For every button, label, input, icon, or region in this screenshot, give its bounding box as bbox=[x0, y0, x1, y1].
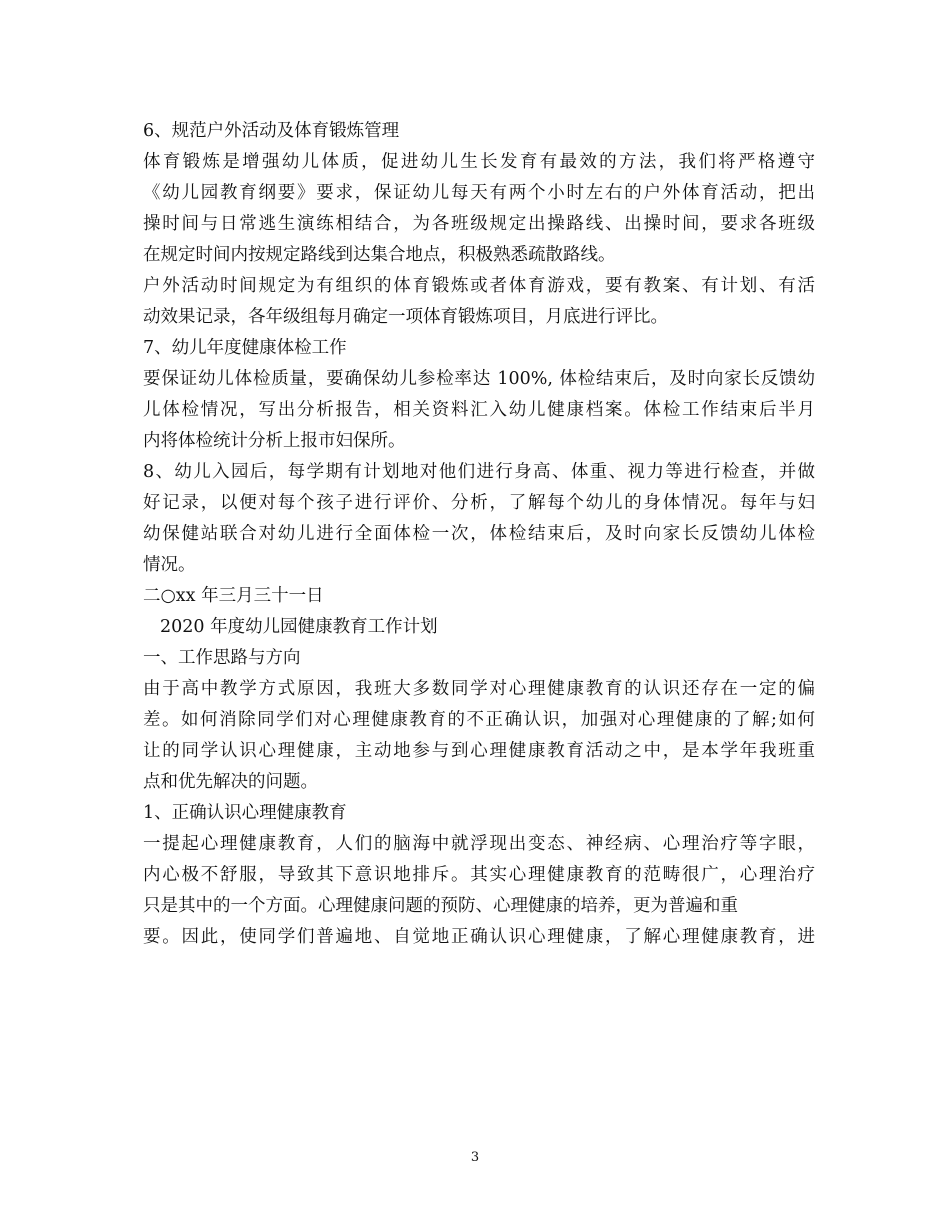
paragraph-line: 8、幼儿入园后，每学期有计划地对他们进行身高、体重、视力等进行检查，并做 bbox=[143, 462, 815, 482]
paragraph-line: 只是其中的一个方面。心理健康问题的预防、心理健康的培养，更为普遍和重 bbox=[143, 896, 738, 916]
paragraph-line: 一提起心理健康教育，人们的脑海中就浮现出变态、神经病、心理治疗等字眼， bbox=[143, 834, 815, 854]
paragraph-line: 户外活动时间规定为有组织的体育锻炼或者体育游戏，要有教案、有计划、有活 bbox=[143, 276, 815, 296]
section-heading: 1、正确认识心理健康教育 bbox=[143, 803, 347, 823]
paragraph-line: 差。如何消除同学们对心理健康教育的不正确认识，加强对心理健康的了解;如何 bbox=[143, 710, 815, 730]
page-number: 3 bbox=[470, 1150, 480, 1165]
paragraph-line: 要保证幼儿体检质量，要确保幼儿参检率达 100%, 体检结束后，及时向家长反馈幼 bbox=[143, 369, 815, 389]
paragraph-line: 点和优先解决的问题。 bbox=[143, 772, 318, 792]
paragraph-line: 由于高中教学方式原因，我班大多数同学对心理健康教育的认识还存在一定的偏 bbox=[143, 679, 815, 699]
document-title: 2020 年度幼儿园健康教育工作计划 bbox=[160, 617, 438, 637]
paragraph-line: 内心极不舒服，导致其下意识地排斥。其实心理健康教育的范畴很广，心理治疗 bbox=[143, 865, 815, 885]
paragraph-line: 《幼儿园教育纲要》要求，保证幼儿每天有两个小时左右的户外体育活动，把出 bbox=[143, 183, 815, 203]
section-heading: 7、幼儿年度健康体检工作 bbox=[143, 338, 347, 358]
paragraph-line: 幼保健站联合对幼儿进行全面体检一次，体检结束后，及时向家长反馈幼儿体检 bbox=[143, 524, 815, 544]
paragraph-line: 操时间与日常逃生演练相结合，为各班级规定出操路线、出操时间，要求各班级 bbox=[143, 214, 815, 234]
paragraph-line: 动效果记录，各年级组每月确定一项体育锻炼项目，月底进行评比。 bbox=[143, 307, 668, 327]
paragraph-line: 内将体检统计分析上报市妇保所。 bbox=[143, 431, 406, 451]
paragraph-line: 好记录，以便对每个孩子进行评价、分析，了解每个幼儿的身体情况。每年与妇 bbox=[143, 493, 815, 513]
paragraph-line: 体育锻炼是增强幼儿体质，促进幼儿生长发育有最效的方法，我们将严格遵守 bbox=[143, 152, 815, 172]
section-heading: 一、工作思路与方向 bbox=[143, 648, 301, 668]
paragraph-line: 要。因此，使同学们普遍地、自觉地正确认识心理健康，了解心理健康教育，进 bbox=[143, 927, 815, 947]
paragraph-line: 情况。 bbox=[143, 555, 196, 575]
paragraph-line: 让的同学认识心理健康，主动地参与到心理健康教育活动之中，是本学年我班重 bbox=[143, 741, 815, 761]
paragraph-line: 儿体检情况，写出分析报告，相关资料汇入幼儿健康档案。体检工作结束后半月 bbox=[143, 400, 815, 420]
date-line: 二○xx 年三月三十一日 bbox=[143, 586, 324, 606]
document-body bbox=[143, 116, 815, 953]
section-heading: 6、规范户外活动及体育锻炼管理 bbox=[143, 121, 400, 141]
paragraph-line: 在规定时间内按规定路线到达集合地点，积极熟悉疏散路线。 bbox=[143, 245, 616, 265]
